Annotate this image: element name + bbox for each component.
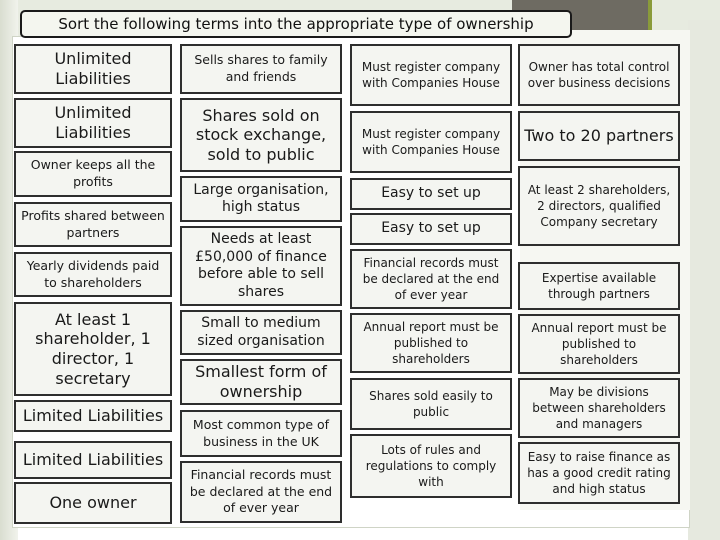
term-card[interactable] xyxy=(518,442,680,504)
term-card[interactable] xyxy=(14,202,172,247)
term-card[interactable] xyxy=(350,434,512,498)
term-text: Financial records must be declared at the end of ever year xyxy=(362,255,500,303)
term-text: Small to medium sized organisation xyxy=(197,315,325,349)
term-text: Must register company with Companies House xyxy=(361,59,501,90)
term-text: Unlimited Liabilities xyxy=(54,49,132,88)
term-card[interactable] xyxy=(350,178,512,210)
term-text: May be divisions between shareholders and managers xyxy=(532,384,666,432)
term-text: Yearly dividends paid to shareholders xyxy=(26,257,160,290)
term-card[interactable] xyxy=(180,461,342,523)
term-card[interactable] xyxy=(350,213,512,245)
term-text: Lots of rules and regulations to comply with xyxy=(365,442,497,490)
page-title: Sort the following terms into the appropriate type of ownership xyxy=(20,10,572,38)
term-text: At least 1 shareholder, 1 director, 1 secretary xyxy=(35,309,151,388)
term-card[interactable] xyxy=(180,310,342,355)
term-text: Easy to set up xyxy=(381,220,481,237)
term-card[interactable] xyxy=(180,44,342,94)
term-card[interactable] xyxy=(180,359,342,405)
term-text: Financial records must be declared at the end of ever year xyxy=(189,466,333,516)
term-text: Easy to set up xyxy=(381,185,481,202)
term-text: Annual report must be published to shareholders xyxy=(363,319,499,367)
term-text: Unlimited Liabilities xyxy=(54,103,132,142)
term-card[interactable] xyxy=(180,176,342,222)
term-text: Shares sold easily to public xyxy=(369,388,493,419)
term-text: Easy to raise finance as has a good credit rating and high status xyxy=(527,449,671,497)
term-card[interactable] xyxy=(518,314,680,374)
term-text: Shares sold on stock exchange, sold to public xyxy=(195,105,327,164)
term-text: Limited Liabilities xyxy=(22,406,164,426)
term-text: Large organisation, high status xyxy=(193,181,329,215)
term-text: Limited Liabilities xyxy=(22,450,164,470)
term-text: At least 2 shareholders, 2 directors, qualified Company secretary xyxy=(527,182,671,230)
term-text: Owner has total control over business decisions xyxy=(527,59,671,90)
term-card[interactable] xyxy=(350,44,512,106)
term-text: Sells shares to family and friends xyxy=(194,52,328,84)
term-card[interactable] xyxy=(350,378,512,430)
term-card[interactable] xyxy=(14,400,172,432)
term-text: Profits shared between partners xyxy=(21,207,165,240)
term-card[interactable] xyxy=(180,226,342,306)
term-text: Owner keeps all the profits xyxy=(30,157,156,189)
term-card[interactable] xyxy=(518,378,680,438)
term-card[interactable] xyxy=(14,252,172,297)
term-card[interactable] xyxy=(180,98,342,172)
term-card[interactable] xyxy=(14,302,172,396)
term-card[interactable] xyxy=(14,98,172,148)
term-card[interactable] xyxy=(14,151,172,197)
term-card[interactable] xyxy=(518,262,680,310)
term-text: Needs at least £50,000 of finance before able to sell shares xyxy=(195,231,327,300)
term-card[interactable] xyxy=(350,111,512,173)
term-card[interactable] xyxy=(14,482,172,524)
term-card[interactable] xyxy=(518,111,680,161)
background-right-band xyxy=(688,20,720,540)
term-text: Smallest form of ownership xyxy=(195,362,327,401)
term-text: One owner xyxy=(49,493,137,513)
term-card[interactable] xyxy=(518,166,680,246)
term-text: Most common type of business in the UK xyxy=(192,416,330,449)
term-card[interactable] xyxy=(350,313,512,373)
term-card[interactable] xyxy=(518,44,680,106)
term-text: Expertise available through partners xyxy=(541,270,657,301)
term-card[interactable] xyxy=(180,410,342,457)
term-text: Must register company with Companies House xyxy=(361,126,501,157)
term-text: Annual report must be published to shareholders xyxy=(531,320,667,368)
term-card[interactable] xyxy=(350,249,512,309)
term-card[interactable] xyxy=(14,441,172,479)
term-text: Two to 20 partners xyxy=(524,126,674,146)
term-card[interactable] xyxy=(14,44,172,94)
